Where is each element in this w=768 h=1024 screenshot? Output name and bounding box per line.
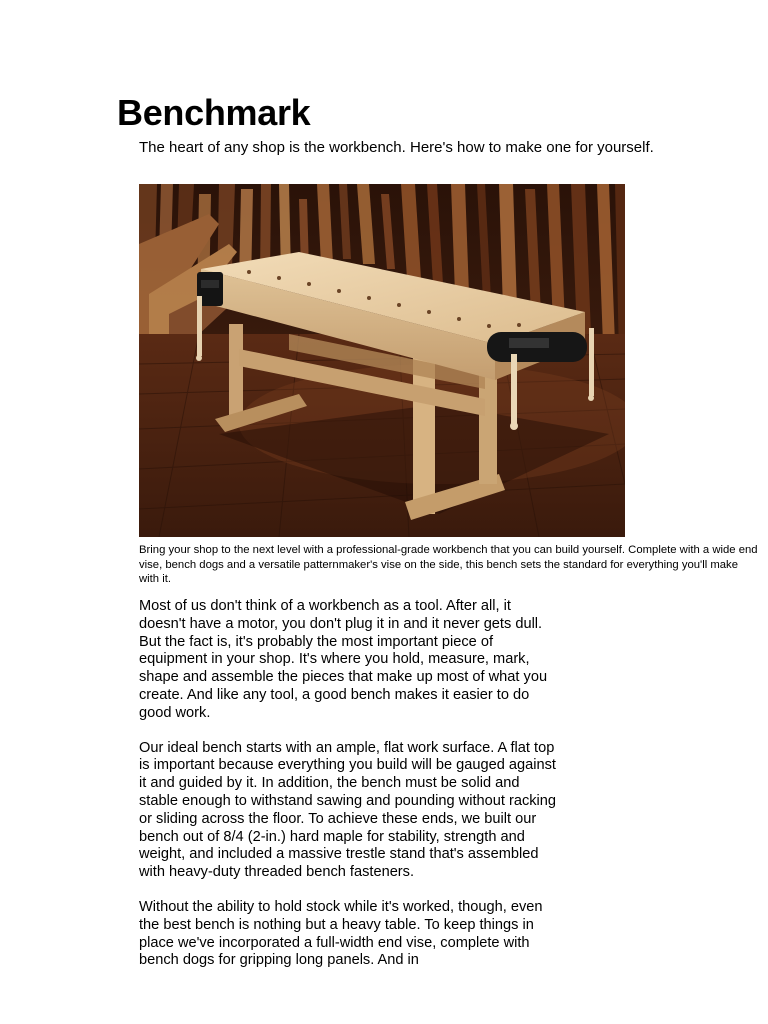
body-paragraph: Without the ability to hold stock while it's worked, though, even the best bench is nothing but a heavy table. To keep things in place we've incorporated a full-width end vise, complete with bench dogs for gripping long panels. And in: [139, 898, 543, 969]
article-subtitle: The heart of any shop is the workbench. Here's how to make one for yourself.: [139, 139, 654, 156]
article-title: Benchmark: [117, 92, 311, 133]
workbench-photo: [139, 184, 625, 537]
body-paragraph: Most of us don't think of a workbench as a tool. After all, it doesn't have a motor, you don't plug it in and it never gets dull. But the fact is, it's probably the most important piece of equipment in your shop. It's where you hold, measure, mark, shape and assemble the pieces that make up most of what you create. And like any tool, a good bench makes it easier to do good work.: [139, 598, 548, 721]
body-paragraph: Our ideal bench starts with an ample, flat work surface. A flat top is important because everything you build will be gauged against it and guided by it. In addition, the bench must be solid and stable enough to withstand sawing and pounding without racking or sliding across the floor. To achieve these ends, we built our bench out of 8/4 (2-in.) hard maple for stability, strength and weight, and included a massive trestle stand that's assembled with heavy-duty threaded bench fasteners.: [139, 739, 557, 881]
photo-caption: Bring your shop to the next level with a professional-grade workbench that you can build yourself. Complete with a wide end vise, bench dogs and a versatile patternmaker's vise on the side, this bench sets the standard for everything you'll make with it.: [139, 544, 758, 585]
article-body: [139, 598, 559, 987]
